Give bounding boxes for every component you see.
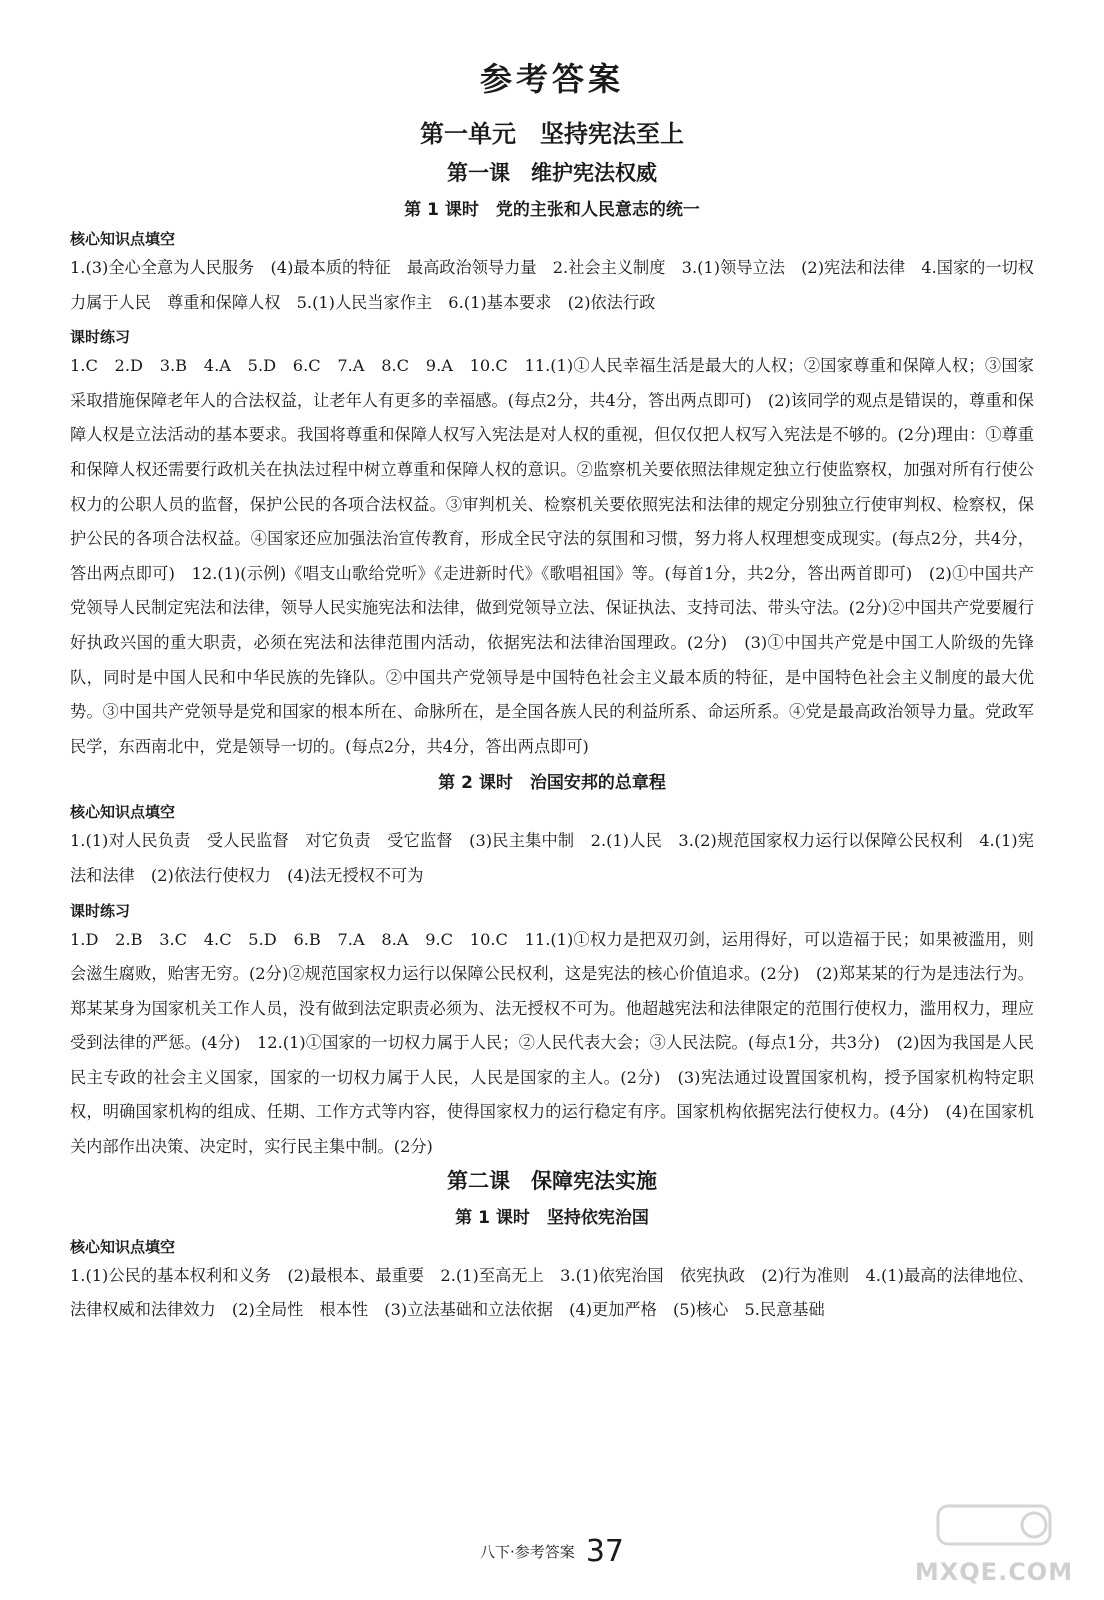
core-knowledge-label: 核心知识点填空: [70, 1237, 176, 1256]
period-title: 第 2 课时 治国安邦的总章程: [438, 773, 666, 794]
footer-label: 八下·参考答案: [479, 1543, 575, 1561]
period-title: 第 1 课时 坚持依宪治国: [455, 1207, 649, 1228]
watermark-logo-icon: [934, 1500, 1054, 1550]
page-number: 37: [585, 1534, 625, 1569]
watermark-text: MXQE.COM: [914, 1558, 1074, 1586]
core-knowledge-label: 核心知识点填空: [70, 230, 176, 248]
practice-label: 课时练习: [70, 328, 131, 347]
practice-answers: 1.D 2.B 3.C 4.C 5.D 6.B 7.A 8.A 9.C 10.C 11.(1)①权力是把双刃剑，运用得好，可以造福于民；如果被滥用，则会滋生腐败，贻害无穷。(2分)②规范国家权力运行以保障公民权利，这是宪法的核心价值追求。(2分) (2)郑某某的行为是违法行为。郑某某身为国家机关工作人员，没有做到法定职责必须为、法无授权不可为。他超越宪法和法律限定的范围行使权力，滥用权力，理应受到法律的严惩。(4分) 12.(1)①国家的一切权力属于人民；②人民代表大会；③人民法院。(每点1分，共3分) (2)因为我国是人民民主专政的社会主义国家，国家的一切权力属于人民，人民是国家的主人。(2分) (3)宪法通过设置国家机构，授予国家机构特定职权，明确国家机构的组成、任期、工作方式等内容，使得国家权力的运行稳定有序。国家机构依据宪法行使权力。(4分) (4)在国家机关内部作出决策、决定时，实行民主集中制。(2分): [70, 929, 1034, 1157]
core-knowledge-answers: 1.(1)对人民负责 受人民监督 对它负责 受它监督 (3)民主集中制 2.(1)人民 3.(2)规范国家权力运行以保障公民权利 4.(1)宪法和法律 (2)依法行使权力 (4)法无授权不可为: [70, 831, 1034, 885]
answer-page: [70, 44, 1034, 1328]
period-title: 第 1 课时 党的主张和人民意志的统一: [404, 200, 700, 220]
watermark-logo: [914, 1500, 1074, 1590]
core-knowledge-answers: 1.(3)全心全意为人民服务 (4)最本质的特征 最高政治领导力量 2.社会主义制度 3.(1)领导立法 (2)宪法和法律 4.国家的一切权力属于人民 尊重和保障人权 5.(1)人民当家作主 6.(1)基本要求 (2)依法行政: [70, 258, 1034, 312]
practice-label: 课时练习: [70, 901, 131, 920]
core-knowledge-label: 核心知识点填空: [70, 803, 176, 822]
lesson-title: 第二课 保障宪法实施: [447, 1168, 657, 1193]
practice-answers: 1.C 2.D 3.B 4.A 5.D 6.C 7.A 8.C 9.A 10.C 11.(1)①人民幸福生活是最大的人权；②国家尊重和保障人权；③国家采取措施保障老年人的合法权益，让老年人有更多的幸福感。(每点2分，共4分，答出两点即可) (2)该同学的观点是错误的，尊重和保障人权是立法活动的基本要求。我国将尊重和保障人权写入宪法是对人权的重视，但仅仅把人权写入宪法是不够的。(2分)理由：①尊重和保障人权还需要行政机关在执法过程中树立尊重和保障人权的意识。②监察机关要依照法律规定独立行使监察权，加强对所有行使公权力的公职人员的监督，保护公民的各项合法权益。③审判机关、检察机关要依照宪法和法律的规定分别独立行使审判权、检察权，保护公民的各项合法权益。④国家还应加强法治宣传教育，形成全民守法的氛围和习惯，努力将人权理想变成现实。(每点2分，共4分，答出两点即可) 12.(1)(示例)《唱支山歌给党听》《走进新时代》《歌唱祖国》等。(每首1分，共2分，答出两首即可) (2)①中国共产党领导人民制定宪法和法律，领导人民实施宪法和法律，做到党领导立法、保证执法、支持司法、带头守法。(2分)②中国共产党要履行好执政兴国的重大职责，必须在宪法和法律范围内活动，依据宪法和法律治国理政。(2分) (3)①中国共产党是中国工人阶级的先锋队，同时是中国人民和中华民族的先锋队。②中国共产党领导是中国特色社会主义最本质的特征，是中国特色社会主义制度的最大优势。③中国共产党领导是党和国家的根本所在、命脉所在，是全国各族人民的利益所系、命运所系。④党是最高政治领导力量。党政军民学，东西南北中，党是领导一切的。(每点2分，共4分，答出两点即可): [70, 356, 1034, 756]
unit-title: 第一单元 坚持宪法至上: [420, 120, 684, 148]
lesson-title: 第一课 维护宪法权威: [447, 161, 657, 185]
core-knowledge-answers: 1.(1)公民的基本权利和义务 (2)最根本、最重要 2.(1)至高无上 3.(1)依宪治国 依宪执政 (2)行为准则 4.(1)最高的法律地位、法律权威和法律效力 (2)全局性 根本性 (3)立法基础和立法依据 (4)更加严格 (5)核心 5.民意基础: [70, 1265, 1034, 1320]
page-title: 参考答案: [479, 60, 624, 98]
